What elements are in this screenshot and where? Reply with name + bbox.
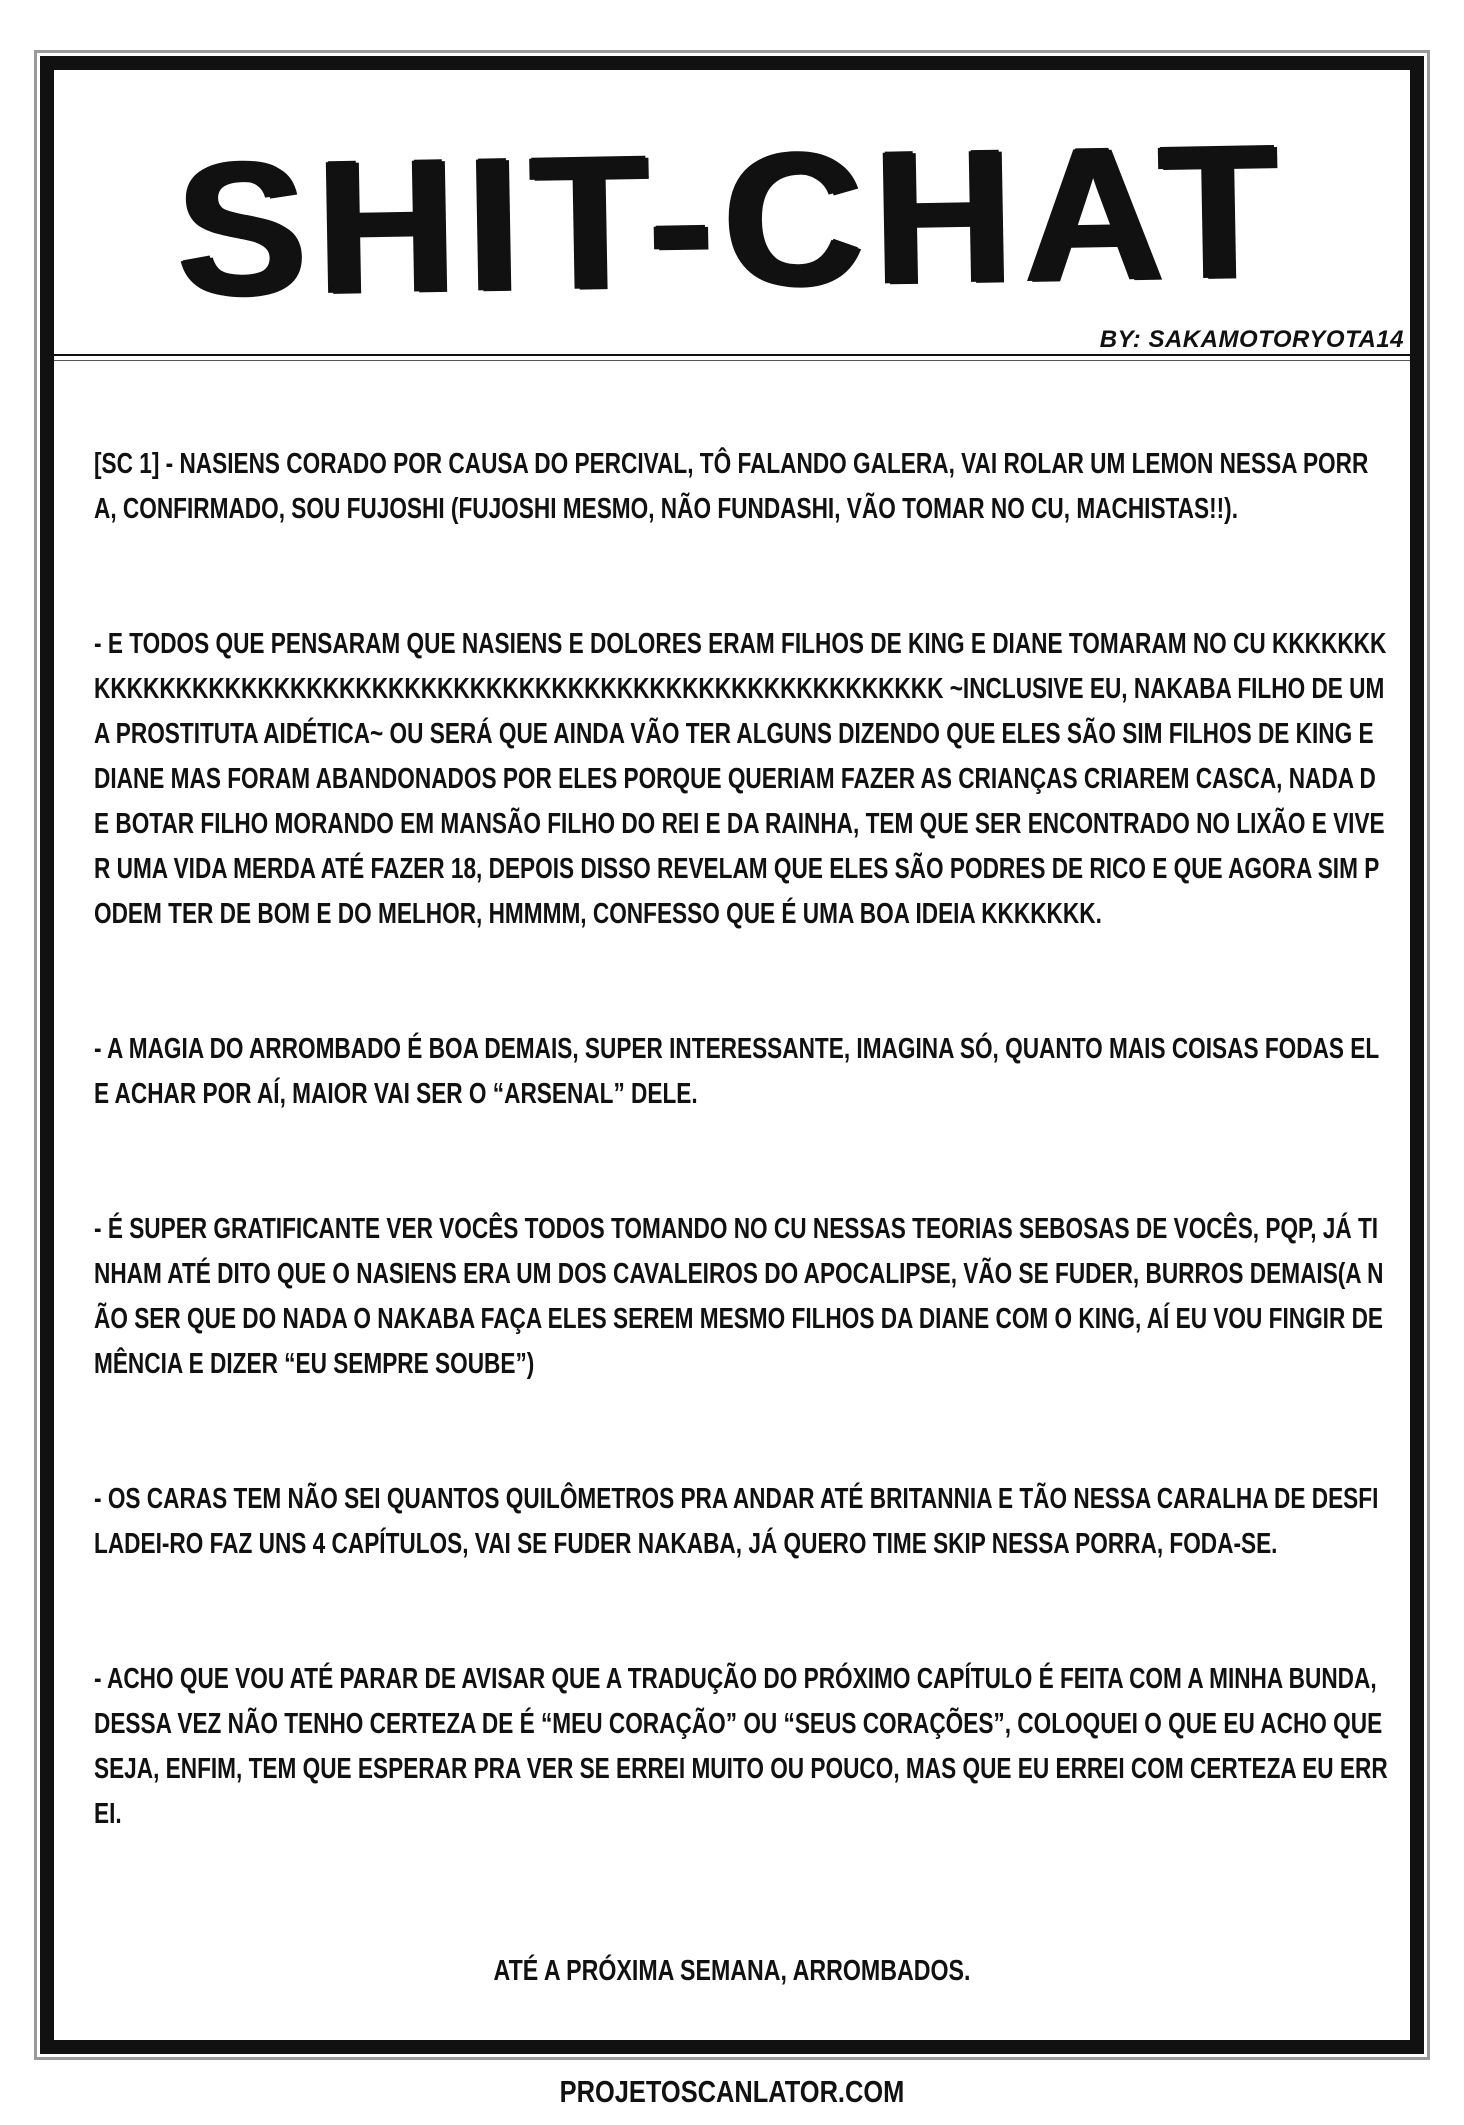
paragraph-5: - OS CARAS TEM NÃO SEI QUANTOS QUILÔMETROS PRA ANDAR ATÉ BRITANNIA E TÃO NESSA CARALHA DE DESFILADEI-RO FAZ UNS 4 CAPÍTULOS, VAI SE FUDER NAKABA, JÁ QUERO TIME SKIP NESSA PORRA, FODA-SE. [94, 1483, 1379, 1560]
footer-site: PROJETOSCANLATOR.COM [559, 2074, 905, 2109]
page-frame [40, 56, 1424, 2054]
page-title: SHIT-CHAT [174, 104, 1290, 336]
header-divider [54, 354, 1410, 356]
chat-content [94, 442, 1390, 1927]
paragraph-1: [SC 1] - NASIENS CORADO POR CAUSA DO PERCIVAL, TÔ FALANDO GALERA, VAI ROLAR UM LEMON NESSA PORRA, CONFIRMADO, SOU FUJOSHI (FUJOSHI MESMO, NÃO FUNDASHI, VÃO TOMAR NO CU, MACHISTAS!!). [94, 448, 1369, 525]
closing-line: ATÉ A PRÓXIMA SEMANA, ARROMBADOS. [493, 1955, 971, 1987]
paragraph-3: - A MAGIA DO ARROMBADO É BOA DEMAIS, SUPER INTERESSANTE, IMAGINA SÓ, QUANTO MAIS COISAS FODAS ELE ACHAR POR AÍ, MAIOR VAI SER O “ARSENAL” DELE. [94, 1033, 1380, 1110]
author-byline: BY: SAKAMOTORYOTA14 [1099, 326, 1404, 353]
paragraph-2: - E TODOS QUE PENSARAM QUE NASIENS E DOLORES ERAM FILHOS DE KING E DIANE TOMARAM NO CU KKKKKKKKKKKKKKKKKKKKKKKKKKKKKKKKKKKKKKKKKKKKKKKKKKKKKKKKKKK ~INCLUSIVE EU, NAKABA FILHO DE UMA PROSTITUTA AIDÉTICA~ OU SERÁ QUE AINDA VÃO TER ALGUNS DIZENDO QUE ELES SÃO SIM FILHOS DE KING E DIANE MAS FORAM ABANDONADOS POR ELES PORQUE QUERIAM FAZER AS CRIANÇAS CRIAREM CASCA, NADA DE BOTAR FILHO MORANDO EM MANSÃO FILHO DO REI E DA RAINHA, TEM QUE SER ENCONTRADO NO LIXÃO E VIVER UMA VIDA MERDA ATÉ FAZER 18, DEPOIS DISSO REVELAM QUE ELES SÃO PODRES DE RICO E QUE AGORA SIM PODEM TER DE BOM E DO MELHOR, HMMMM, CONFESSO QUE É UMA BOA IDEIA KKKKKKK. [94, 628, 1387, 930]
header-divider-thin [54, 360, 1410, 361]
header [54, 70, 1410, 353]
paragraph-4: - É SUPER GRATIFICANTE VER VOCÊS TODOS TOMANDO NO CU NESSAS TEORIAS SEBOSAS DE VOCÊS, PQP, JÁ TINHAM ATÉ DITO QUE O NASIENS ERA UM DOS CAVALEIROS DO APOCALIPSE, VÃO SE FUDER, BURROS DEMAIS(A NÃO SER QUE DO NADA O NAKABA FAÇA ELES SEREM MESMO FILHOS DA DIANE COM O KING, AÍ EU VOU FINGIR DEMÊNCIA E DIZER “EU SEMPRE SOUBE”) [94, 1213, 1384, 1380]
paragraph-6: - ACHO QUE VOU ATÉ PARAR DE AVISAR QUE A TRADUÇÃO DO PRÓXIMO CAPÍTULO É FEITA COM A MINHA BUNDA, DESSA VEZ NÃO TENHO CERTEZA DE É “MEU CORAÇÃO” OU “SEUS CORAÇÕES”, COLOQUEI O QUE EU ACHO QUE SEJA, ENFIM, TEM QUE ESPERAR PRA VER SE ERREI MUITO OU POUCO, MAS QUE EU ERREI COM CERTEZA EU ERREI. [94, 1663, 1388, 1830]
